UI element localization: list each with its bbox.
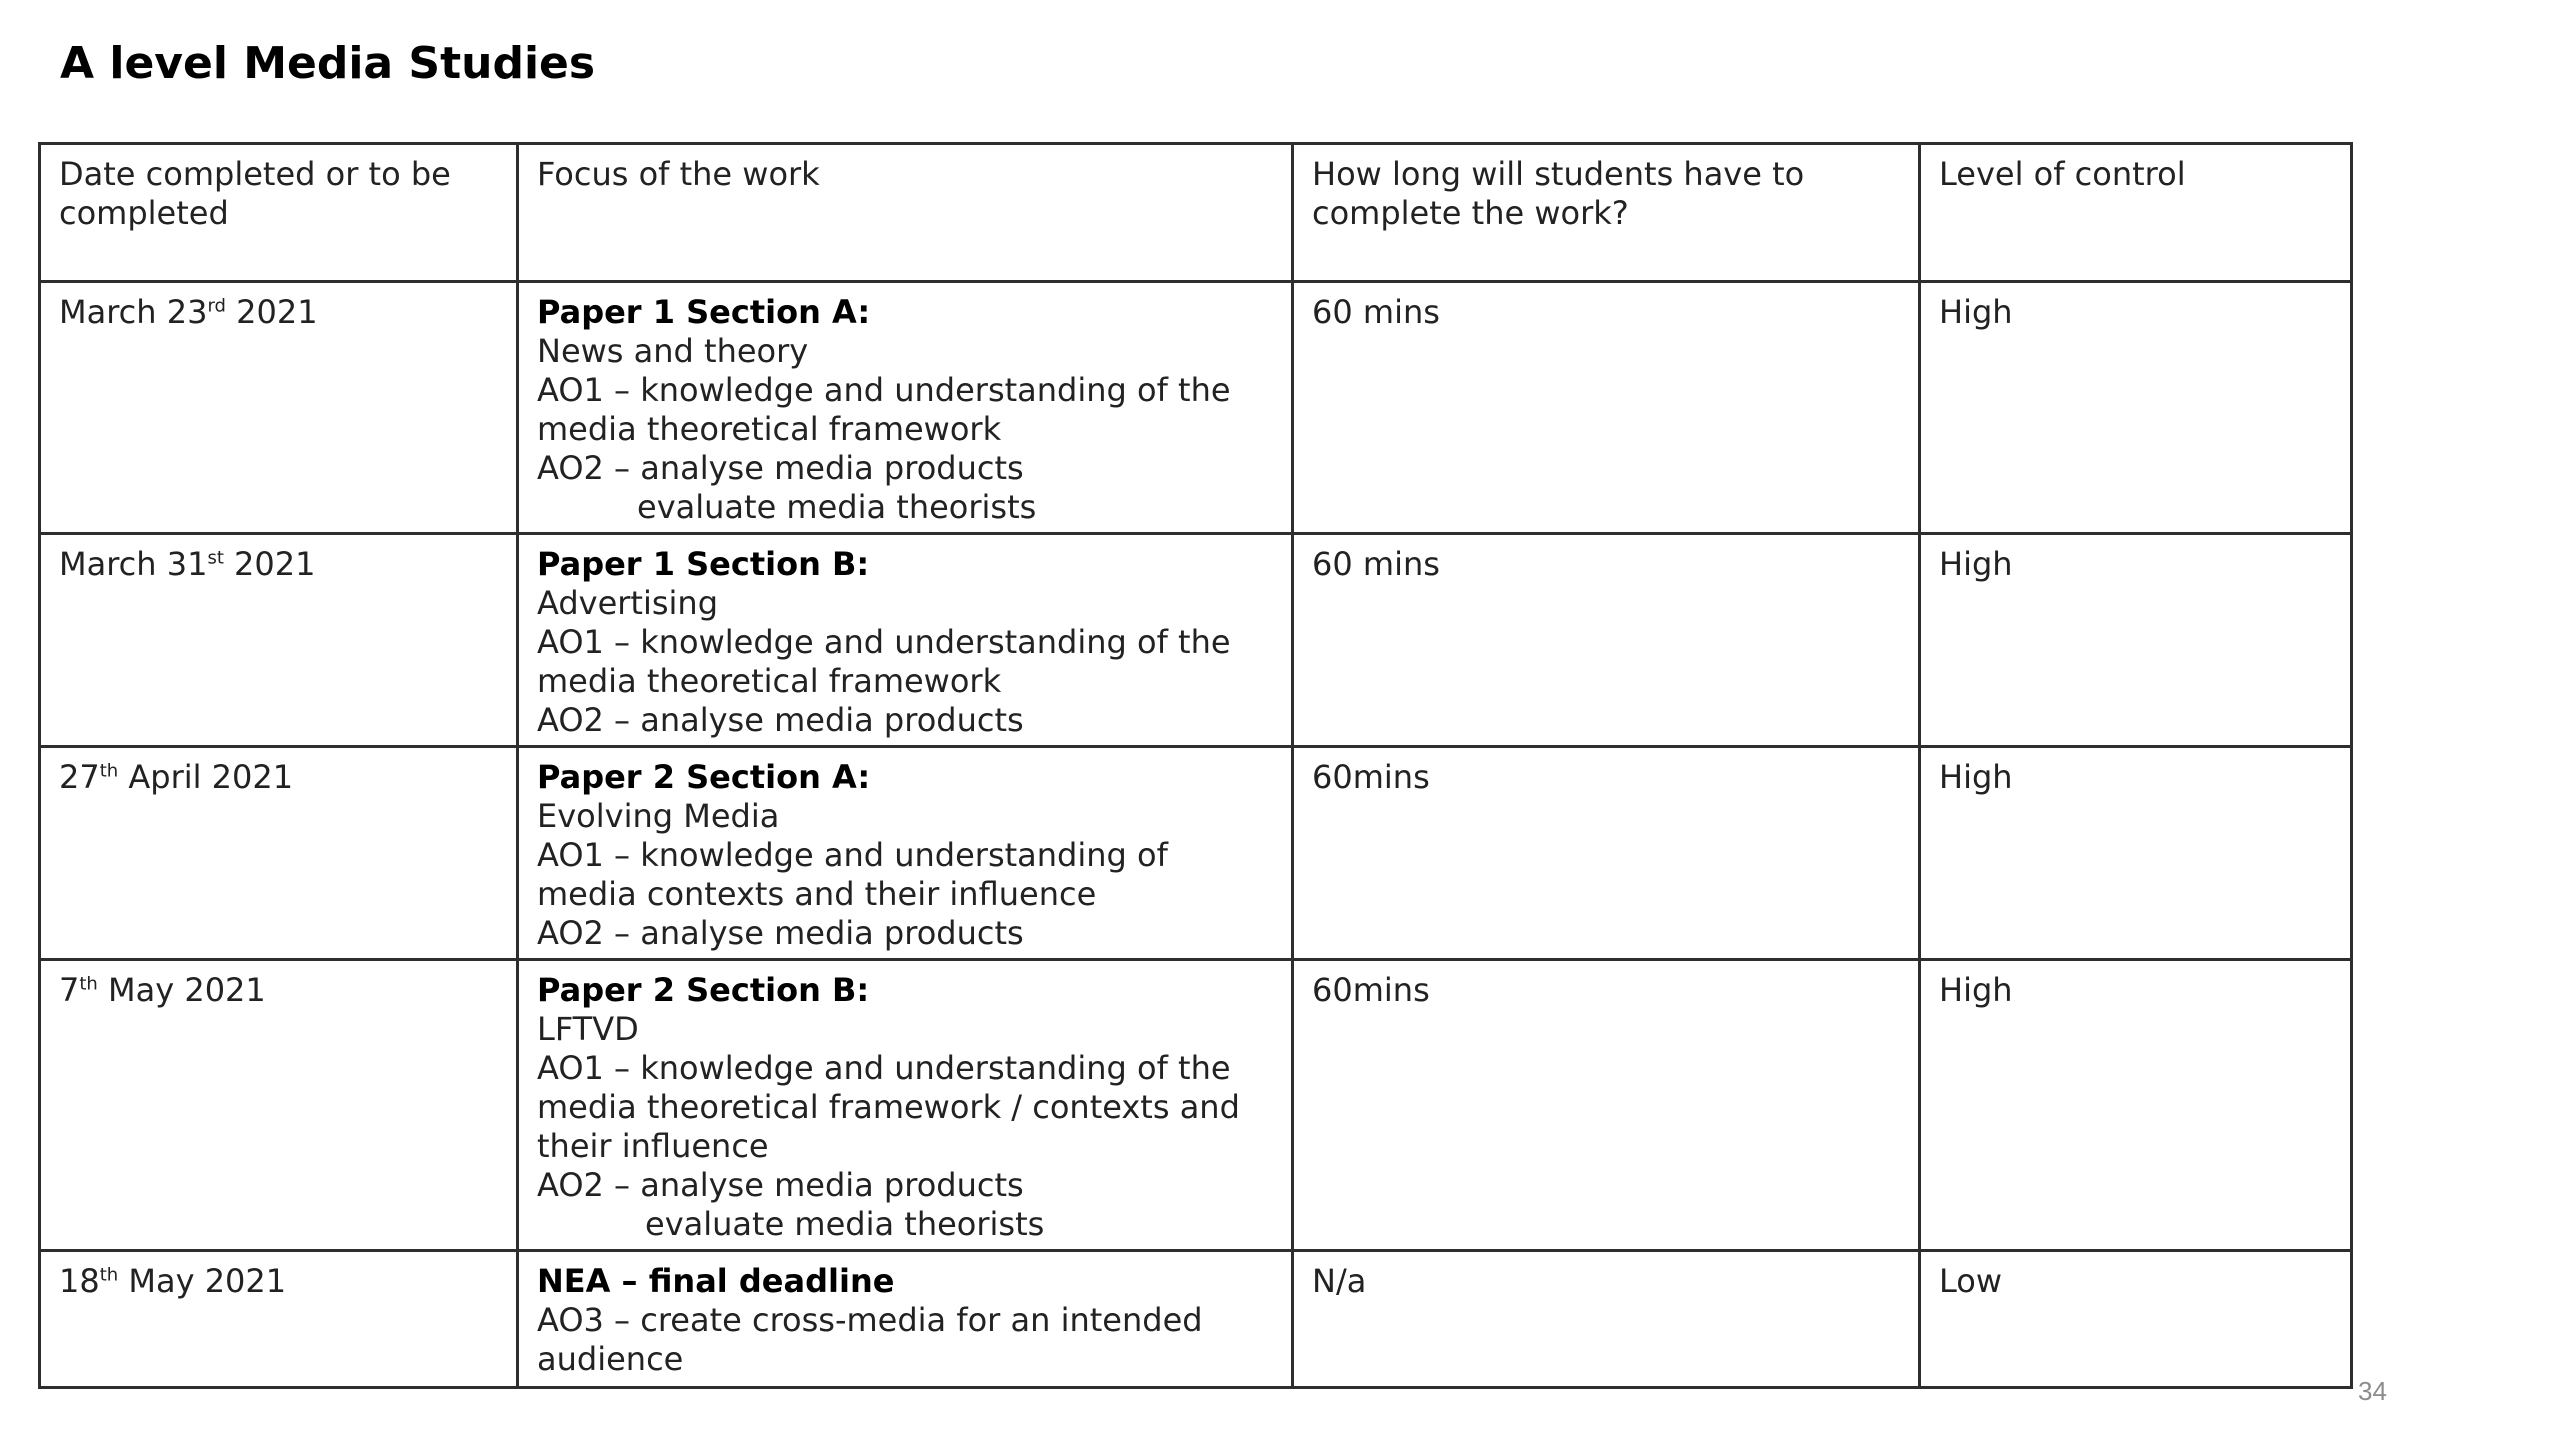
focus-cell <box>518 1251 1293 1388</box>
date-cell <box>40 1251 518 1388</box>
date-text: March 23 <box>59 293 208 331</box>
assessment-schedule-table <box>38 142 2353 1389</box>
focus-cell <box>518 747 1293 960</box>
table-row <box>40 534 2352 747</box>
focus-line: Evolving Media <box>537 797 780 835</box>
control-cell: High <box>1920 747 2352 960</box>
date-text: 18 <box>59 1262 100 1300</box>
date-cell <box>40 747 518 960</box>
time-cell: 60mins <box>1293 960 1920 1251</box>
date-cell <box>40 960 518 1251</box>
control-cell: High <box>1920 282 2352 534</box>
focus-heading: Paper 1 Section A: <box>537 293 871 331</box>
focus-line: audience <box>537 1340 684 1378</box>
table-row <box>40 960 2352 1251</box>
header-time: How long will students have to complete the work? <box>1293 144 1920 282</box>
time-cell: N/a <box>1293 1251 1920 1388</box>
header-focus: Focus of the work <box>518 144 1293 282</box>
time-cell: 60mins <box>1293 747 1920 960</box>
focus-line: Advertising <box>537 584 719 622</box>
table-row <box>40 747 2352 960</box>
date-ordinal-suffix: rd <box>207 295 226 317</box>
date-text: March 31 <box>59 545 208 583</box>
focus-line: evaluate media theorists <box>637 488 1037 526</box>
focus-line: AO1 – knowledge and understanding of the <box>537 623 1231 661</box>
time-cell: 60 mins <box>1293 282 1920 534</box>
focus-line: AO1 – knowledge and understanding of the <box>537 371 1231 409</box>
date-ordinal-suffix: th <box>79 973 98 995</box>
date-ordinal-suffix: st <box>207 547 224 569</box>
header-control: Level of control <box>1920 144 2352 282</box>
date-text: 7 <box>59 971 80 1009</box>
focus-line: News and theory <box>537 332 809 370</box>
focus-line: AO2 – analyse media products <box>537 914 1024 952</box>
date-year: 2021 <box>225 293 318 331</box>
control-cell: Low <box>1920 1251 2352 1388</box>
focus-line: LFTVD <box>537 1010 639 1048</box>
focus-heading: Paper 2 Section B: <box>537 971 870 1009</box>
header-date: Date completed or to be completed <box>40 144 518 282</box>
control-cell: High <box>1920 534 2352 747</box>
table-row <box>40 282 2352 534</box>
focus-line: AO2 – analyse media products <box>537 1166 1024 1204</box>
table-row <box>40 1251 2352 1388</box>
focus-line: AO3 – create cross-media for an intended <box>537 1301 1203 1339</box>
focus-line: evaluate media theorists <box>645 1205 1045 1243</box>
focus-heading: NEA – final deadline <box>537 1262 895 1300</box>
focus-line: media theoretical framework <box>537 410 1002 448</box>
focus-line: AO2 – analyse media products <box>537 449 1024 487</box>
focus-line: media theoretical framework / contexts and <box>537 1088 1240 1126</box>
time-cell: 60 mins <box>1293 534 1920 747</box>
date-year: April 2021 <box>118 758 294 796</box>
table-header-row <box>40 144 2352 282</box>
slide-page-number: 34 <box>2358 1376 2387 1406</box>
date-year: May 2021 <box>97 971 266 1009</box>
focus-cell <box>518 282 1293 534</box>
date-cell <box>40 534 518 747</box>
date-text: 27 <box>59 758 100 796</box>
focus-line: their influence <box>537 1127 769 1165</box>
page-title: A level Media Studies <box>60 38 596 89</box>
date-year: May 2021 <box>118 1262 287 1300</box>
date-ordinal-suffix: th <box>99 760 119 782</box>
focus-line: media theoretical framework <box>537 662 1002 700</box>
focus-line: AO1 – knowledge and understanding of <box>537 836 1168 874</box>
focus-heading: Paper 1 Section B: <box>537 545 870 583</box>
control-cell: High <box>1920 960 2352 1251</box>
focus-line: AO1 – knowledge and understanding of the <box>537 1049 1231 1087</box>
focus-line: AO2 – analyse media products <box>537 701 1024 739</box>
focus-line: media contexts and their influence <box>537 875 1097 913</box>
focus-cell <box>518 960 1293 1251</box>
date-year: 2021 <box>223 545 316 583</box>
date-ordinal-suffix: th <box>99 1264 119 1286</box>
date-cell <box>40 282 518 534</box>
focus-cell <box>518 534 1293 747</box>
focus-heading: Paper 2 Section A: <box>537 758 871 796</box>
